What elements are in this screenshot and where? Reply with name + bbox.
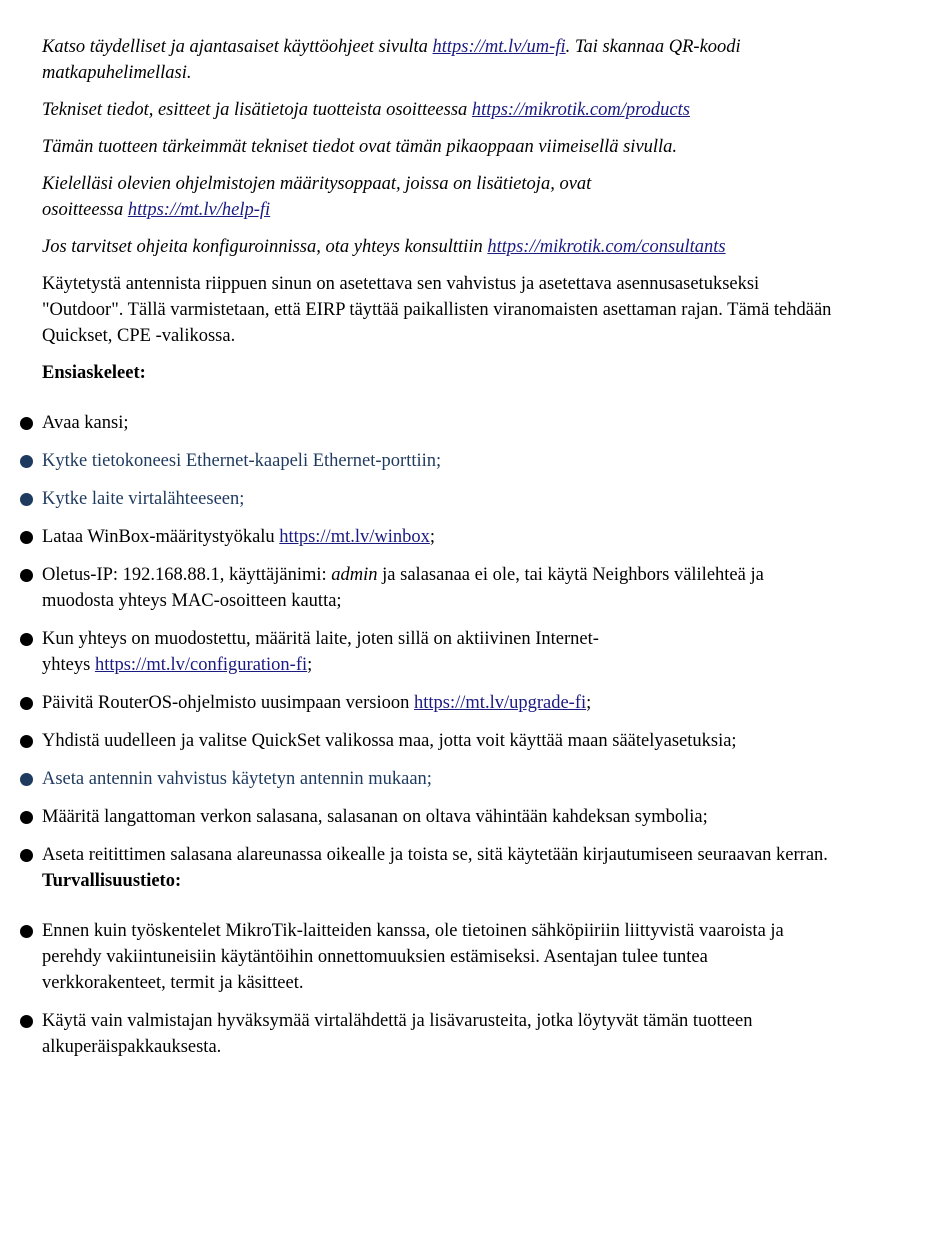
products-link[interactable]: https://mikrotik.com/products — [471, 100, 690, 120]
safety-list — [42, 918, 842, 1060]
list-item: Avaa kansi; — [42, 410, 842, 436]
list-item: Päivitä RouterOS-ohjelmisto uusimpaan versioon https://mt.lv/upgrade-fi; — [42, 690, 842, 716]
bullet-icon — [20, 493, 33, 506]
bullet-icon — [20, 633, 33, 646]
upgrade-link[interactable]: https://mt.lv/upgrade-fi — [414, 693, 587, 713]
bullet-icon — [20, 697, 33, 710]
list-item: Ennen kuin työskentelet MikroTik-laitteiden kanssa, ole tietoinen sähköpiiriin liittyvistä vaaroista ja perehdy vakiintuneisiin käytäntöihin onnettomuuksien estämiseksi. Asentajan tulee tuntea verkkorakenteet, termit ja käsitteet. — [42, 918, 832, 996]
list-item: Oletus-IP: 192.168.88.1, käyttäjänimi: admin ja salasanaa ei ole, tai käytä Neighbors välilehteä ja muodosta yhteys MAC-osoitteen kautta; — [42, 562, 832, 614]
list-item: Määritä langattoman verkon salasana, salasanan on oltava vähintään kahdeksan symbolia; — [42, 804, 842, 830]
bullet-icon — [20, 735, 33, 748]
bullet-icon — [20, 849, 33, 862]
consultants-paragraph: Jos tarvitset ohjeita konfiguroinnissa, ota yhteys konsulttiin https://mikrotik.com/consultants — [42, 237, 726, 257]
list-item: Käytä vain valmistajan hyväksymää virtalähdettä ja lisävarusteita, jotka löytyvät tämän tuotteen alkuperäispakkauksesta. — [42, 1008, 822, 1060]
bullet-icon — [20, 925, 33, 938]
list-item: Aseta antennin vahvistus käytetyn antennin mukaan; — [42, 766, 842, 792]
bullet-icon — [20, 417, 33, 430]
safety-heading: Turvallisuustieto: — [42, 871, 182, 891]
first-steps-heading: Ensiaskeleet: — [42, 363, 146, 383]
list-item: Kun yhteys on muodostettu, määritä laite, joten sillä on aktiivinen Internet-yhteys https://mt.lv/configuration-fi; — [42, 626, 642, 678]
manual-paragraph: Katso täydelliset ja ajantasaiset käyttöohjeet sivulta https://mt.lv/um-fi. Tai skannaa QR-koodi matkapuhelimellasi. — [42, 37, 741, 83]
configuration-link[interactable]: https://mt.lv/configuration-fi — [94, 655, 308, 675]
specs-paragraph: Tämän tuotteen tärkeimmät tekniset tiedot ovat tämän pikaoppaan viimeisellä sivulla. — [42, 137, 678, 157]
first-steps-list — [42, 410, 842, 868]
document-page — [42, 34, 842, 1072]
list-item: Lataa WinBox-määritystyökalu https://mt.lv/winbox; — [42, 524, 842, 550]
bullet-icon — [20, 569, 33, 582]
list-item: Aseta reitittimen salasana alareunassa oikealle ja toista se, sitä käytetään kirjautumiseen seuraavan kerran. — [42, 842, 832, 868]
list-item: Kytke laite virtalähteeseen; — [42, 486, 842, 512]
bullet-icon — [20, 1015, 33, 1028]
manual-link[interactable]: https://mt.lv/um-fi — [432, 37, 566, 57]
bullet-icon — [20, 531, 33, 544]
winbox-link[interactable]: https://mt.lv/winbox — [279, 527, 430, 547]
bullet-icon — [20, 773, 33, 786]
consultants-link[interactable]: https://mikrotik.com/consultants — [487, 237, 726, 257]
list-item: Kytke tietokoneesi Ethernet-kaapeli Ethernet-porttiin; — [42, 448, 842, 474]
antenna-paragraph: Käytetystä antennista riippuen sinun on asetettava sen vahvistus ja asetettava asennusasetukseksi "Outdoor". Tällä varmistetaan, että EIRP täyttää paikallisten viranomaisten asettaman rajan. Tämä tehdään Quickset, CPE -valikossa. — [42, 274, 832, 346]
list-item: Yhdistä uudelleen ja valitse QuickSet valikossa maa, jotta voit käyttää maan säätelyasetuksia; — [42, 728, 842, 754]
bullet-icon — [20, 455, 33, 468]
help-paragraph: Kielelläsi olevien ohjelmistojen määritysoppaat, joissa on lisätietoja, ovat osoitteessa https://mt.lv/help-fi — [42, 174, 592, 220]
products-paragraph: Tekniset tiedot, esitteet ja lisätietoja tuotteista osoitteessa https://mikrotik.com/products — [42, 100, 690, 120]
help-link[interactable]: https://mt.lv/help-fi — [127, 200, 271, 220]
bullet-icon — [20, 811, 33, 824]
